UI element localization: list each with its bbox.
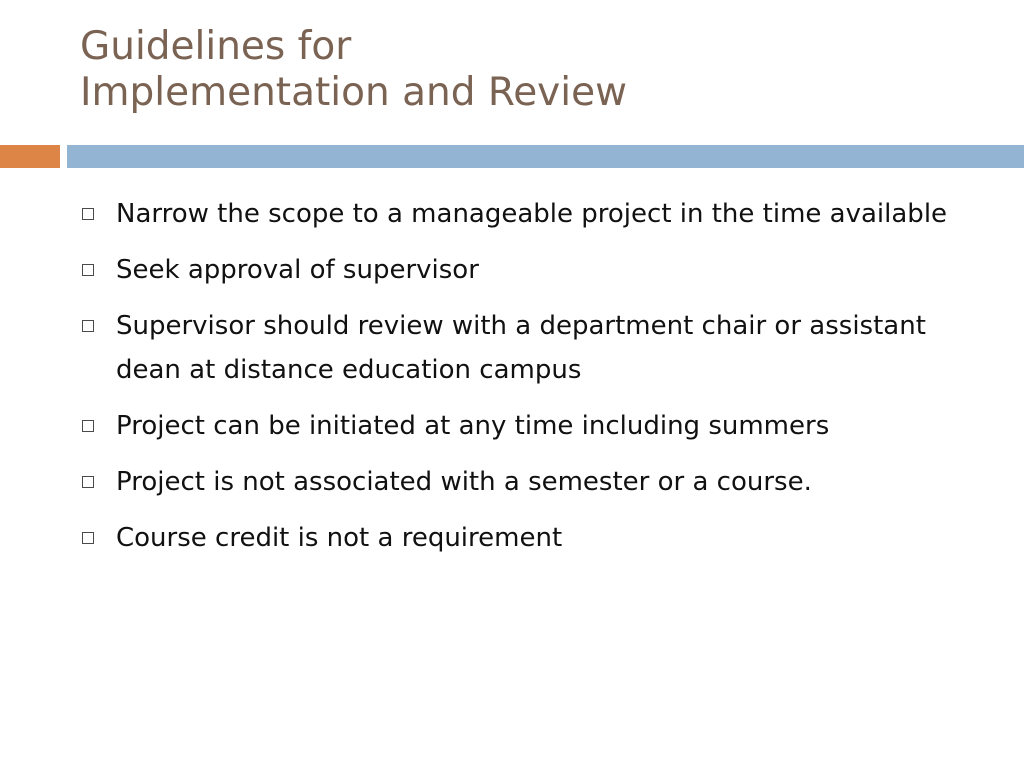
hollow-square-bullet-icon	[82, 420, 94, 432]
title-line-2: Implementation and Review	[80, 70, 627, 115]
hollow-square-bullet-icon	[82, 476, 94, 488]
bullet-text: Supervisor should review with a department chair or assistant dean at distance education campus	[116, 311, 926, 385]
hollow-square-bullet-icon	[82, 264, 94, 276]
bullet-text: Project is not associated with a semester or a course.	[116, 467, 812, 497]
hollow-square-bullet-icon	[82, 320, 94, 332]
bullet-item	[80, 192, 960, 236]
bullet-text: Seek approval of supervisor	[116, 255, 479, 285]
bullet-item	[80, 304, 960, 392]
bullet-item	[80, 404, 960, 448]
accent-bar-orange	[0, 145, 60, 168]
bullet-text: Project can be initiated at any time including summers	[116, 411, 830, 441]
title-line-1: Guidelines for	[80, 24, 352, 69]
bullet-text: Narrow the scope to a manageable project in the time available	[116, 199, 948, 229]
slide-title	[80, 24, 980, 116]
hollow-square-bullet-icon	[82, 208, 94, 220]
bullet-item	[80, 516, 960, 560]
accent-bar-blue	[67, 145, 1024, 168]
hollow-square-bullet-icon	[82, 532, 94, 544]
bullet-item	[80, 248, 960, 292]
bullet-text: Course credit is not a requirement	[116, 523, 563, 553]
bullet-item	[80, 460, 960, 504]
bullet-list	[80, 192, 960, 572]
